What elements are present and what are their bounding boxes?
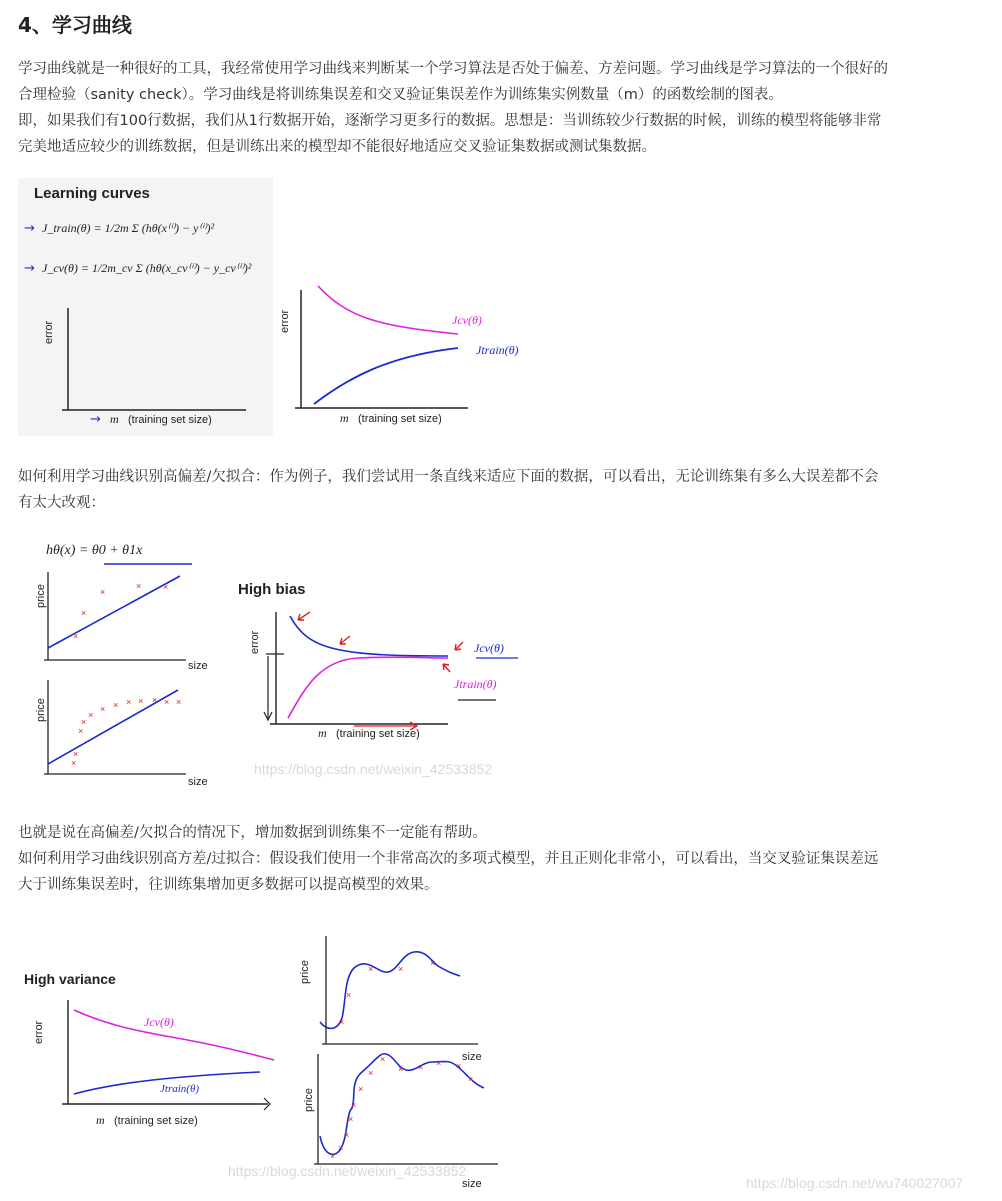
svg-text:×: × (78, 726, 84, 736)
svg-text:×: × (456, 1061, 462, 1071)
svg-text:×: × (330, 1151, 336, 1161)
fig3-jtrain-label: Jtrain(θ) (160, 1083, 200, 1095)
svg-text:→: → (90, 412, 101, 427)
fig2-learning-curve (238, 581, 518, 740)
svg-text:×: × (81, 717, 87, 727)
high-variance-figure (18, 922, 518, 1194)
p2-line1: 即，如果我们有100行数据，我们从1行数据开始，逐渐学习更多行的数据。思想是：当训练较少行数据的时候，训练的模型将能够非常 (18, 113, 882, 129)
svg-text:×: × (88, 710, 94, 720)
fig1-jcv-formula: J_cv(θ) = 1/2m_cv Σ (hθ(x_cv⁽ⁱ⁾) − y_cv⁽ⁱ⁾)² (42, 261, 252, 275)
fig3-bottom-xlabel: size (462, 1178, 482, 1190)
fig1-jtrain-curve (314, 348, 458, 404)
fig1-right-xlabel-m: m (340, 411, 349, 425)
svg-text:×: × (368, 1068, 374, 1078)
fig3-learning-curve (24, 971, 274, 1127)
svg-text:×: × (176, 697, 182, 707)
fig2-top-price-plot (35, 572, 208, 672)
fig2-hypothesis: hθ(x) = θ0 + θ1x (46, 543, 143, 558)
svg-text:×: × (368, 964, 374, 974)
fig3-jcv-curve (74, 1010, 274, 1060)
fig2-xlabel-m: m (318, 726, 327, 740)
learning-curves-figure (18, 178, 538, 440)
svg-text:×: × (100, 704, 106, 714)
p3-line1: 如何利用学习曲线识别高偏差/欠拟合：作为例子，我们尝试用一条直线来适应下面的数据，可以看出，无论训练集有多么大误差都不会 (18, 469, 879, 485)
high-bias-figure (18, 532, 558, 794)
fig3-xlabel-m: m (96, 1113, 105, 1127)
fig3-top-ylabel: price (299, 960, 311, 984)
svg-text:×: × (358, 1084, 364, 1094)
fig1-right-xlabel: (training set size) (358, 413, 442, 425)
fig2-bottom-ylabel: price (35, 698, 47, 722)
fig1-jcv-label: Jcv(θ) (452, 313, 482, 327)
p5-line1: 如何利用学习曲线识别高方差/过拟合：假设我们使用一个非常高次的多项式模型，并且正则化非常小，可以看出，当交叉验证集误差远 (18, 851, 879, 867)
fig1-left-xlabel-m: m (110, 412, 119, 426)
fig3-jcv-label: Jcv(θ) (144, 1015, 174, 1029)
svg-text:×: × (348, 1114, 354, 1124)
fig1-title: Learning curves (34, 185, 150, 202)
section-heading: 4、学习曲线 (18, 13, 132, 37)
page-watermark: https://blog.csdn.net/wu740027007 (746, 1175, 964, 1191)
svg-text:×: × (344, 1130, 350, 1140)
p4: 也就是说在高偏差/欠拟合的情况下，增加数据到训练集不一定能有帮助。 (18, 825, 487, 841)
fig3-xlabel: (training set size) (114, 1115, 198, 1127)
fig1-jtrain-formula: J_train(θ) = 1/2m Σ (hθ(x⁽ⁱ⁾) − y⁽ⁱ⁾)² (42, 221, 215, 235)
svg-text:×: × (430, 958, 436, 968)
svg-text:×: × (81, 608, 87, 618)
svg-text:×: × (346, 990, 352, 1000)
fig2-watermark: https://blog.csdn.net/weixin_42533852 (254, 761, 493, 777)
fig2-jtrain-label: Jtrain(θ) (454, 677, 497, 691)
svg-text:×: × (338, 1143, 344, 1153)
p1-line1: 学习曲线就是一种很好的工具，我经常使用学习曲线来判断某一个学习算法是否处于偏差、方差问题。学习曲线是学习算法的一个很好的 (18, 61, 888, 77)
fig3-panel-title: High variance (24, 971, 116, 987)
fig2-ylabel: error (249, 630, 261, 654)
svg-text:×: × (113, 700, 119, 710)
p2-line2: 完美地适应较少的训练数据，但是训练出来的模型却不能很好地适应交叉验证集数据或测试集数据。 (18, 139, 656, 155)
fig2-top-ylabel: price (35, 584, 47, 608)
svg-text:×: × (339, 1017, 345, 1027)
svg-text:×: × (136, 581, 142, 591)
svg-text:×: × (73, 631, 79, 641)
fig3-watermark: https://blog.csdn.net/weixin_42533852 (228, 1163, 467, 1179)
fig3-bottom-price-plot (303, 1054, 498, 1164)
fig1-jcv-curve (318, 286, 458, 334)
p1-line2: 合理检验（sanity check）。学习曲线是将训练集误差和交叉验证集误差作为训练集实例数量（m）的函数绘制的图表。 (18, 87, 783, 103)
fig2-jtrain-curve (288, 657, 448, 718)
fig1-right-chart (279, 286, 519, 425)
svg-text:×: × (351, 1100, 357, 1110)
svg-text:→: → (24, 221, 35, 236)
svg-text:→: → (24, 261, 35, 276)
svg-text:×: × (398, 1064, 404, 1074)
svg-text:×: × (126, 697, 132, 707)
intro-paragraph (18, 56, 984, 160)
high-variance-paragraph (18, 820, 984, 898)
fig2-panel-title: High bias (238, 581, 306, 598)
svg-text:×: × (436, 1058, 442, 1068)
fig2-xlabel: (training set size) (336, 728, 420, 740)
fig3-top-xlabel: size (462, 1051, 482, 1063)
p3-line2: 有太大改观： (18, 495, 105, 511)
svg-text:×: × (398, 964, 404, 974)
fig1-jtrain-label: Jtrain(θ) (476, 343, 519, 357)
svg-text:×: × (71, 758, 77, 768)
fig3-top-price-plot (299, 936, 482, 1063)
svg-text:×: × (73, 749, 79, 759)
svg-text:×: × (163, 582, 169, 592)
high-bias-paragraph (18, 464, 984, 516)
fig3-bottom-ylabel: price (303, 1088, 315, 1112)
svg-text:×: × (100, 587, 106, 597)
svg-text:×: × (380, 1054, 386, 1064)
fig2-bottom-xlabel: size (188, 776, 208, 788)
svg-text:×: × (418, 1062, 424, 1072)
fig3-ylabel: error (33, 1020, 45, 1044)
p5-line2: 大于训练集误差时，往训练集增加更多数据可以提高模型的效果。 (18, 877, 439, 893)
svg-text:×: × (138, 696, 144, 706)
fig2-top-xlabel: size (188, 660, 208, 672)
fig2-jcv-curve (290, 616, 448, 656)
fig2-bottom-price-plot (35, 680, 208, 788)
svg-text:×: × (468, 1074, 474, 1084)
fig1-left-xlabel: (training set size) (128, 414, 212, 426)
svg-text:×: × (164, 697, 170, 707)
fig1-right-ylabel: error (279, 309, 291, 333)
svg-text:×: × (152, 695, 158, 705)
fig2-jcv-label: Jcv(θ) (474, 641, 504, 655)
fig1-left-ylabel: error (43, 320, 55, 344)
